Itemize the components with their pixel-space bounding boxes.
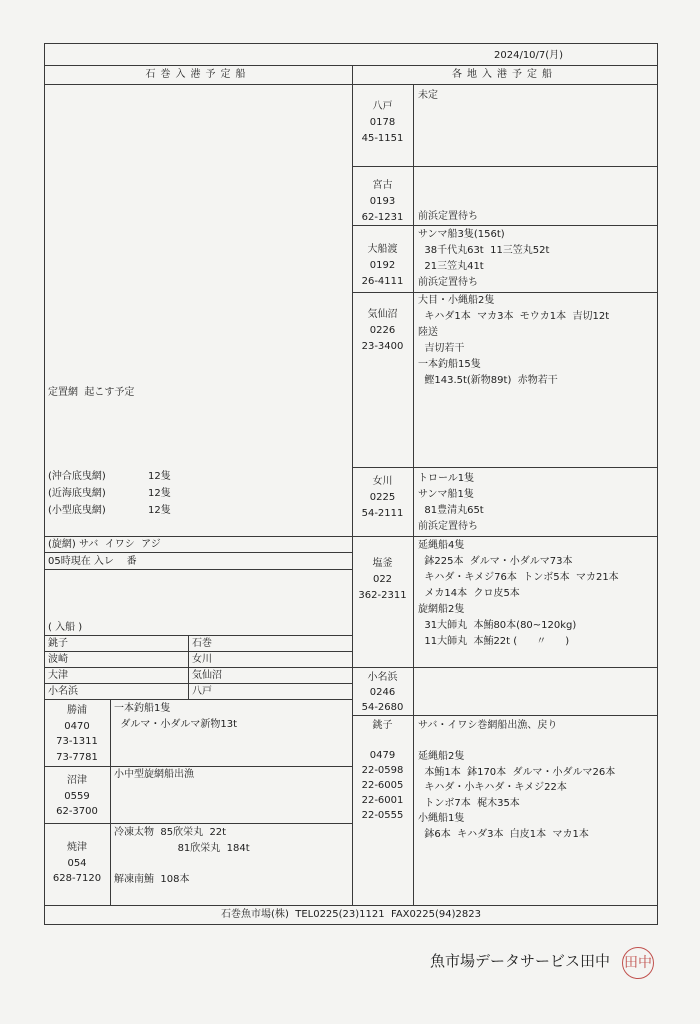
divider-right-cols bbox=[413, 84, 414, 905]
katsuura-details: 一本釣船1隻 ダルマ・小ダルマ新物13t bbox=[114, 703, 238, 730]
incoming-dest-1: 石巻 bbox=[192, 638, 212, 649]
rule-l1 bbox=[44, 536, 352, 537]
hachinohe-note: 未定 bbox=[418, 90, 438, 101]
rule-r5 bbox=[352, 536, 657, 537]
border-top bbox=[44, 43, 658, 44]
teichi-note: 定置網 起こす予定 bbox=[48, 387, 135, 398]
heading-regions: 各地入港予定船 bbox=[452, 69, 557, 80]
rule-date bbox=[44, 65, 658, 66]
incoming-dest-2: 女川 bbox=[192, 654, 212, 665]
port-ofunato: 大船渡 0192 26-4111 bbox=[361, 244, 404, 287]
trawl-3-count: 12隻 bbox=[148, 505, 171, 516]
bottom-left-col-divider bbox=[110, 699, 111, 905]
incoming-dest-3: 気仙沼 bbox=[192, 670, 222, 681]
rule-l2 bbox=[44, 552, 352, 553]
rule-r1 bbox=[352, 166, 657, 167]
sender-signature: 魚市場データサービス田中 bbox=[430, 952, 611, 970]
heading-ishinomaki: 石巻入港予定船 bbox=[145, 69, 251, 80]
border-bottom bbox=[44, 924, 658, 925]
doc-date: 2024/10/7(月) bbox=[494, 50, 564, 61]
rule-l7 bbox=[44, 683, 352, 684]
choshi-details: サバ・イワシ巻網船出漁、戻り 延縄船2隻 本鮪1本 鉢170本 ダルマ・小ダルマ26本 キハダ・小キハダ・キメジ22本 トンボ7本 梶木35本 小縄船1隻 鉢6本 キハダ3本 白皮1本 マカ1本 bbox=[418, 720, 616, 840]
rule-l8 bbox=[44, 699, 352, 700]
yaizu-details: 冷凍太物 85欣栄丸 22t 81欣栄丸 184t 解凍南鮪 108本 bbox=[114, 827, 250, 885]
incoming-dest-4: 八戸 bbox=[192, 686, 212, 697]
ofunato-details: サンマ船3隻(156t) 38千代丸63t 11三笠丸52t 21三笠丸41t 前浜定置待ち bbox=[418, 229, 550, 288]
arrival-time-note: 05時現在 入レ 番 bbox=[48, 556, 137, 567]
kesennuma-details: 大目・小縄船2隻 キハダ1本 マカ3本 モウカ1本 吉切12t 陸送 吉切若干 一本釣船15隻 鰹143.5t(新物89t) 赤物若干 bbox=[418, 295, 610, 386]
port-choshi: 銚子 0479 22-0598 22-6005 22-6001 22-0555 bbox=[361, 720, 404, 821]
rule-l6 bbox=[44, 667, 352, 668]
incoming-port-1: 銚子 bbox=[48, 638, 68, 649]
port-miyako: 宮古 0193 62-1231 bbox=[361, 180, 404, 223]
incoming-port-2: 波崎 bbox=[48, 654, 68, 665]
trawl-1: (沖合底曳網) bbox=[48, 471, 106, 482]
port-col-divider bbox=[188, 635, 189, 699]
port-katsuura: 勝浦 0470 73-1311 73-7781 bbox=[56, 705, 98, 763]
rule-header bbox=[44, 84, 658, 85]
rule-r6 bbox=[352, 667, 657, 668]
incoming-port-4: 小名浜 bbox=[48, 686, 78, 697]
incoming-label: ( 入船 ) bbox=[48, 622, 83, 633]
border-bottom-main bbox=[44, 905, 658, 906]
trawl-2: (近海底曳網) bbox=[48, 488, 106, 499]
numazu-details: 小中型旋網船出漁 bbox=[114, 769, 194, 780]
port-numazu: 沼津 0559 62-3700 bbox=[56, 775, 98, 817]
rule-l5 bbox=[44, 651, 352, 652]
shiogama-details: 延縄船4隻 鉢225本 ダルマ・小ダルマ73本 キハダ・キメジ76本 トンボ5本 マカ21本 メカ14本 クロ皮5本 旋網船2隻 31大師丸 本鮪80本(80~120kg) 11大師丸 本鮪22t ( 〃 ) bbox=[418, 540, 619, 647]
incoming-port-3: 大津 bbox=[48, 670, 68, 681]
port-yaizu: 焼津 054 628-7120 bbox=[52, 842, 102, 884]
border-right bbox=[657, 43, 658, 925]
port-shiogama: 塩釜 022 362-2311 bbox=[358, 558, 407, 601]
miyako-note: 前浜定置待ち bbox=[418, 211, 478, 222]
rule-l9 bbox=[44, 766, 352, 767]
port-onahama: 小名浜 0246 54-2680 bbox=[361, 672, 404, 713]
trawl-1-count: 12隻 bbox=[148, 471, 171, 482]
onagawa-details: トロール1隻 サンマ船1隻 81豊清丸65t 前浜定置待ち bbox=[418, 473, 484, 532]
rule-r7 bbox=[352, 715, 657, 716]
rule-r4 bbox=[352, 467, 657, 468]
rule-l4 bbox=[44, 635, 352, 636]
seal-stamp: 田中 bbox=[622, 947, 654, 979]
port-onagawa: 女川 0225 54-2111 bbox=[361, 476, 404, 519]
footer-contact: 石巻魚市場(株) TEL0225(23)1121 FAX0225(94)2823 bbox=[221, 909, 481, 920]
trawl-2-count: 12隻 bbox=[148, 488, 171, 499]
purse-seine-species: (旋網) サバ イワシ アジ bbox=[48, 539, 161, 550]
rule-l10 bbox=[44, 823, 352, 824]
rule-l3 bbox=[44, 569, 352, 570]
trawl-3: (小型底曳網) bbox=[48, 505, 106, 516]
port-hachinohe: 八戸 0178 45-1151 bbox=[361, 101, 404, 144]
port-kesennuma: 気仙沼 0226 23-3400 bbox=[361, 309, 404, 352]
